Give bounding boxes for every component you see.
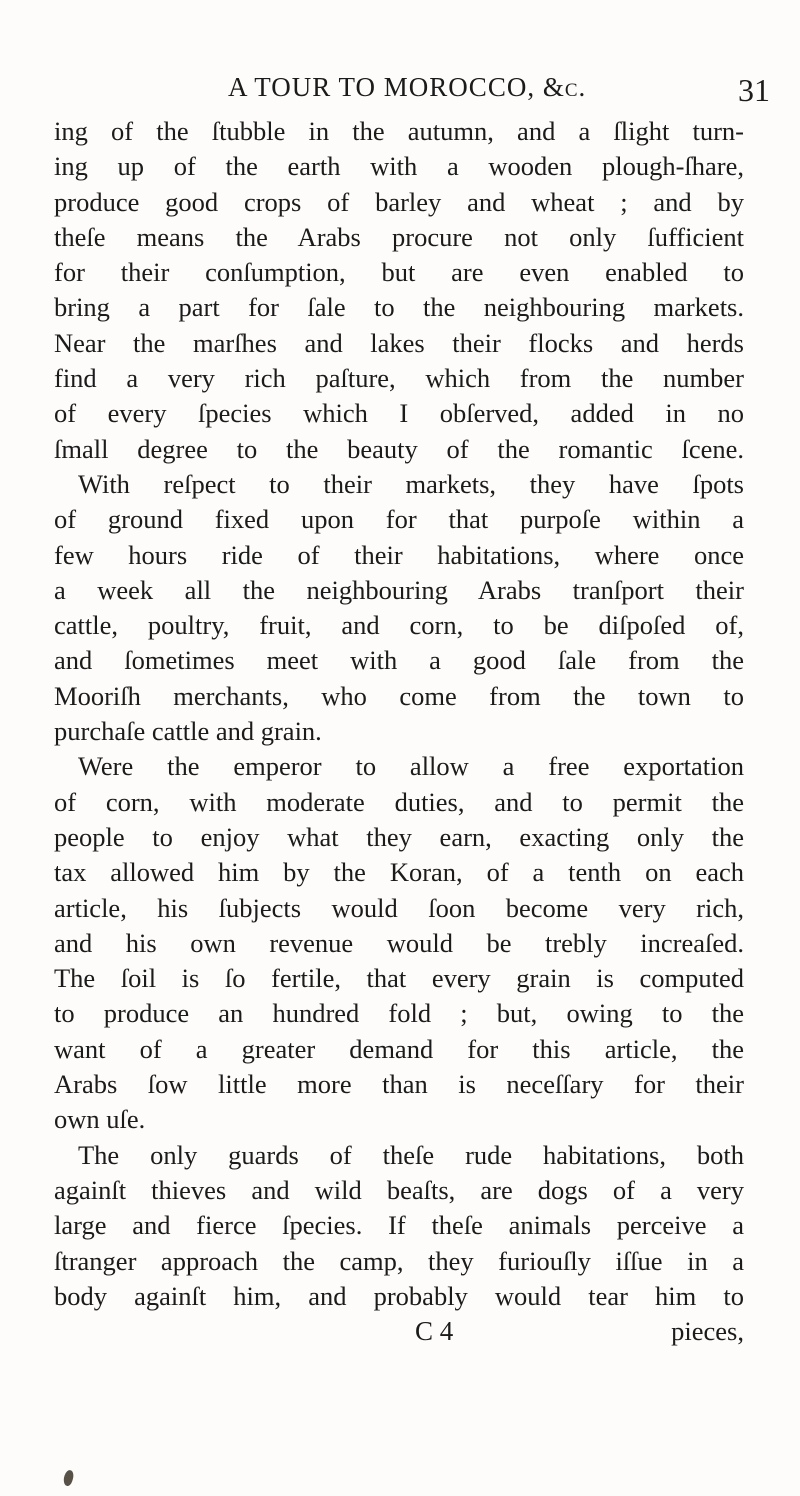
text-line: article, his ſubjects would ſoon become very rich, <box>54 892 744 923</box>
text-line: ing up of the earth with a wooden plough-ſhare, <box>54 151 744 182</box>
text-line: of every ſpecies which I obſerved, added in no <box>54 398 744 429</box>
text-line: find a very rich paſture, which from the number <box>54 363 744 394</box>
ink-speck <box>62 1469 76 1487</box>
text-line: The ſoil is ſo fertile, that every grain is computed <box>54 963 744 994</box>
text-line: few hours ride of their habitations, where once <box>54 539 744 570</box>
text-line: large and fierce ſpecies. If theſe animals perceive a <box>54 1210 744 1241</box>
text-line: tax allowed him by the Koran, of a tenth on each <box>54 857 744 888</box>
text-line: a week all the neighbouring Arabs tranſport their <box>54 574 744 605</box>
text-line: own uſe. <box>54 1104 146 1135</box>
text-line: for their conſumption, but are even enabled to <box>54 257 744 288</box>
catchword: pieces, <box>671 1316 744 1347</box>
text-line: ing of the ſtubble in the autumn, and a ſlight turn- <box>54 116 744 146</box>
text-line: cattle, poultry, fruit, and corn, to be diſpoſed of, <box>54 610 744 641</box>
text-line: produce good crops of barley and wheat ; and by <box>54 186 744 217</box>
text-line: Arabs ſow little more than is neceſſary for their <box>54 1069 744 1100</box>
body-text <box>54 114 744 1349</box>
text-line: to produce an hundred fold ; but, owing to the <box>54 998 744 1029</box>
footer-line <box>54 1314 744 1349</box>
text-line: purchaſe cattle and grain. <box>54 716 322 747</box>
text-line: and ſometimes meet with a good ſale from the <box>54 645 744 676</box>
text-line: body againſt him, and probably would tear him to <box>54 1280 744 1311</box>
text-line: The only guards of theſe rude habitations, both <box>78 1139 744 1170</box>
text-line: want of a greater demand for this article, the <box>54 1033 744 1064</box>
text-line: Near the marſhes and lakes their flocks and herds <box>54 327 744 358</box>
text-line: With reſpect to their markets, they have ſpots <box>78 468 744 499</box>
text-line: people to enjoy what they earn, exacting only the <box>54 821 744 852</box>
text-line: of corn, with moderate duties, and to permit the <box>54 786 744 817</box>
text-line: ſmall degree to the beauty of the romantic ſcene. <box>54 433 744 464</box>
running-head <box>0 72 800 112</box>
text-line: Were the emperor to allow a free exportation <box>78 751 744 782</box>
text-line: bring a part for ſale to the neighbouring markets. <box>54 292 744 323</box>
text-line: againſt thieves and wild beaſts, are dogs of a very <box>54 1174 744 1205</box>
text-line: theſe means the Arabs procure not only ſufficient <box>54 221 744 252</box>
text-line: Mooriſh merchants, who come from the town to <box>54 680 744 711</box>
page-number: 31 <box>738 72 770 108</box>
text-line: and his own revenue would be trebly increaſed. <box>54 927 744 958</box>
text-line: ſtranger approach the camp, they furiouſly iſſue in a <box>54 1245 744 1276</box>
text-line: of ground fixed upon for that purpoſe within a <box>54 504 744 535</box>
signature-mark: C 4 <box>415 1316 454 1347</box>
running-head-title: A TOUR TO MOROCCO, &c. <box>228 72 587 102</box>
